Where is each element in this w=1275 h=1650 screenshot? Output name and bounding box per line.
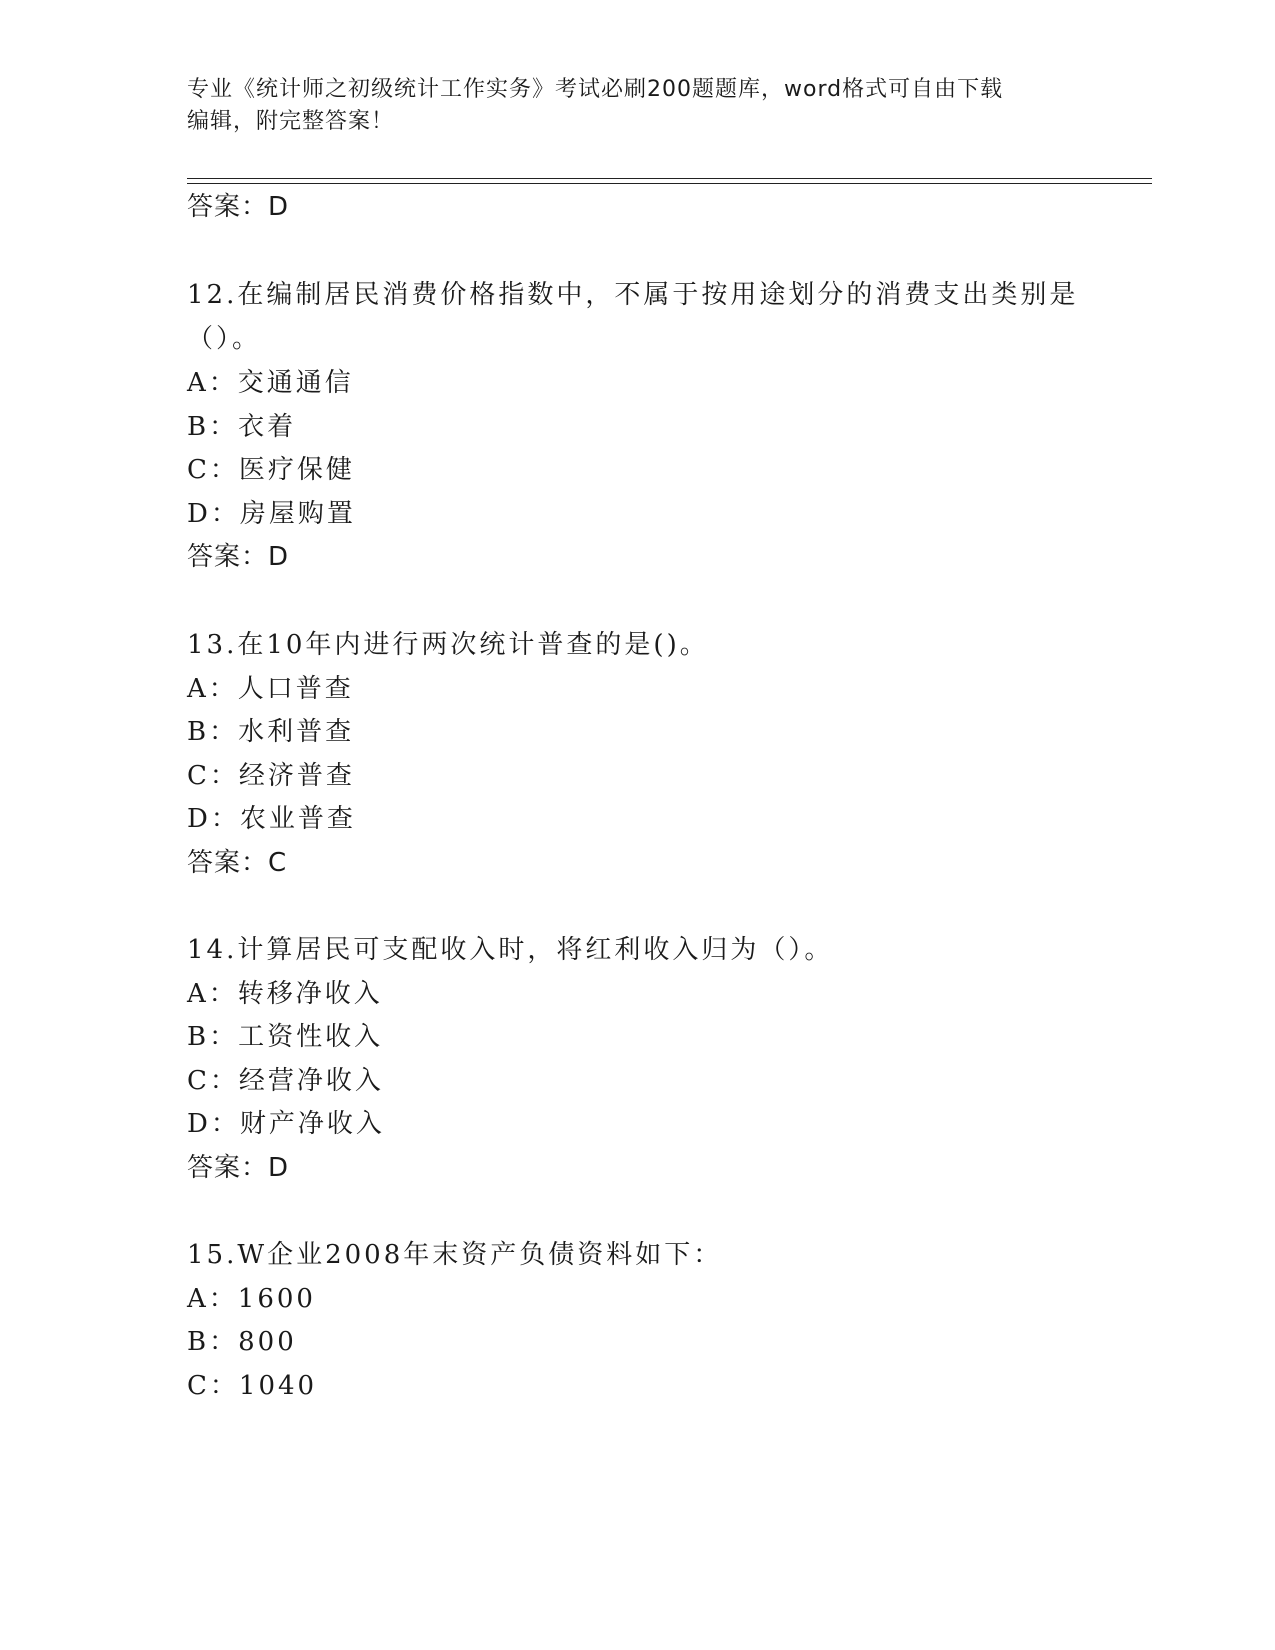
q15-option-a <box>187 1278 1087 1315</box>
option-text: 转移净收入 <box>237 979 383 1009</box>
option-label: B： <box>187 412 239 442</box>
option-label: A： <box>187 368 238 398</box>
option-label: C： <box>187 761 239 791</box>
option-text: 房屋购置 <box>239 499 356 529</box>
q14-stem-line-1: 14.计算居民可支配收入时，将红利收入归为（）。 <box>187 935 834 965</box>
option-label: C： <box>187 1066 239 1096</box>
option-text: 水利普查 <box>238 717 355 747</box>
option-label: C： <box>187 1371 239 1401</box>
option-label: D： <box>187 1109 240 1139</box>
q14-answer: 答案：D <box>187 1153 290 1183</box>
option-label: B： <box>187 1022 239 1052</box>
q14-option-c <box>187 1060 1087 1097</box>
q15-option-b <box>187 1321 1087 1358</box>
option-text: 农业普查 <box>239 804 356 834</box>
option-text: 衣着 <box>238 412 297 442</box>
option-label: D： <box>187 804 240 834</box>
option-text: 交通通信 <box>237 368 354 398</box>
q12-stem-line-2: （）。 <box>187 324 262 354</box>
q13-option-c <box>187 755 1087 792</box>
q15-option-c <box>187 1365 1087 1402</box>
q12-answer: 答案：D <box>187 542 290 572</box>
q12-option-d <box>187 493 1087 530</box>
option-label: C： <box>187 455 239 485</box>
q12-option-c <box>187 449 1087 486</box>
q12-option-a <box>187 362 1087 399</box>
q13-answer: 答案：C <box>187 848 288 878</box>
option-label: B： <box>187 717 239 747</box>
option-text: 经济普查 <box>238 761 355 791</box>
q14-option-d <box>187 1103 1087 1140</box>
q13-stem-line-1: 13.在10年内进行两次统计普查的是()。 <box>187 630 709 660</box>
header-divider-top <box>187 178 1152 179</box>
option-text: 1600 <box>237 1284 316 1314</box>
option-label: A： <box>187 1284 238 1314</box>
q15-stem-line-1: 15.W企业2008年末资产负债资料如下： <box>187 1240 723 1270</box>
q14-option-a <box>187 973 1087 1010</box>
option-text: 1040 <box>238 1371 318 1401</box>
previous-answer: 答案：D <box>187 192 290 222</box>
q13-option-b <box>187 711 1087 748</box>
q13-option-a <box>187 668 1087 705</box>
q14-option-b <box>187 1016 1087 1053</box>
header-line-2: 编辑，附完整答案！ <box>187 109 395 134</box>
header-line-1: 专业《统计师之初级统计工作实务》考试必刷200题题库，word格式可自由下载 <box>187 77 1004 102</box>
option-text: 财产净收入 <box>239 1109 385 1139</box>
option-text: 工资性收入 <box>238 1022 384 1052</box>
option-text: 人口普查 <box>237 674 354 704</box>
option-label: B： <box>187 1327 239 1357</box>
option-text: 医疗保健 <box>238 455 355 485</box>
document-header <box>187 74 1067 138</box>
option-label: A： <box>187 674 238 704</box>
header-divider-bottom <box>187 183 1152 184</box>
option-label: A： <box>187 979 238 1009</box>
q12-stem-line-1: 12.在编制居民消费价格指数中，不属于按用途划分的消费支出类别是 <box>187 280 1079 310</box>
option-label: D： <box>187 499 240 529</box>
q12-option-b <box>187 406 1087 443</box>
option-text: 800 <box>238 1327 297 1357</box>
option-text: 经营净收入 <box>238 1066 384 1096</box>
q13-option-d <box>187 798 1087 835</box>
